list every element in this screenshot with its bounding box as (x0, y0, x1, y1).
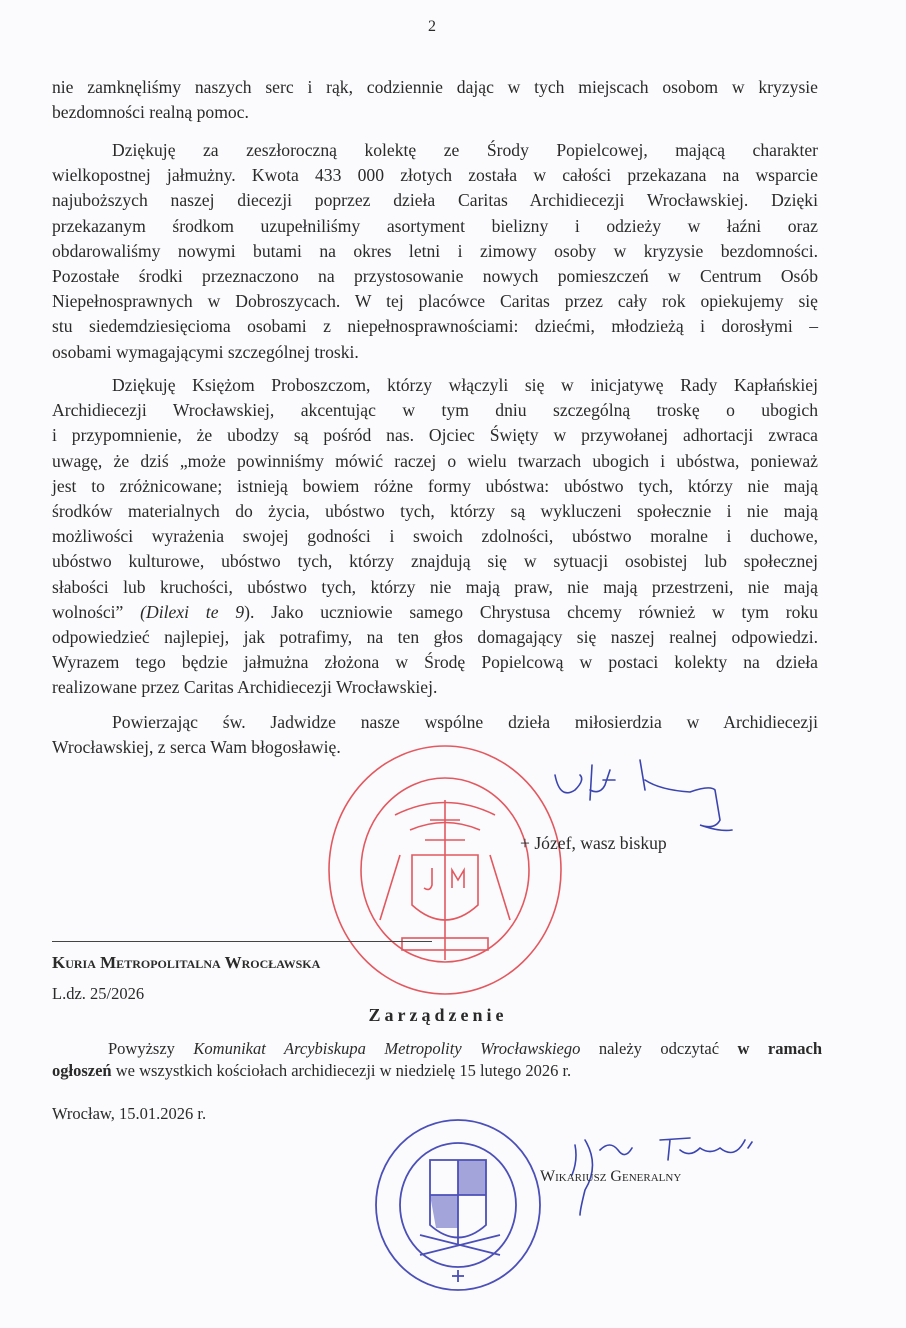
paragraph (52, 373, 818, 701)
text-line: najuboższych naszej diecezji poprzez dzieła Caritas Archidiecezji Wrocławskiej. Dzięki (52, 190, 818, 211)
place-date: Wrocław, 15.01.2026 r. (52, 1104, 207, 1123)
vicar-general-title: Wikariusz Generalny (540, 1168, 682, 1185)
order-document-title: Komunikat Arcybiskupa Metropolity Wrocławskiego (193, 1039, 581, 1058)
text-line: Wrocławskiej, z serca Wam błogosławię. (52, 737, 341, 758)
text-line: wielkopostnej jałmużny. Kwota 433 000 złotych została w całości przekazana na wsparcie (52, 165, 818, 186)
text-line: odpowiedzieć najlepiej, jak potrafimy, na ten głos domagający się naszej realnej odpowiedzi. (52, 627, 818, 648)
text-line: nie zamknęliśmy naszych serc i rąk, codziennie dając w tych miejscach osobom w kryzysie (52, 77, 818, 97)
text-line: uwagę, że dziś „może powinniśmy mówić raczej o wielu twarzach ubogich i ubóstwa, ponieważ (52, 450, 818, 471)
text-line: Powierzając św. Jadwidze nasze wspólne dzieła miłosierdzia w Archidiecezji (112, 712, 818, 732)
text-line: jest to zróżnicowane; istnieją bowiem różne formy ubóstwa: ubóstwo tych, którzy nie mają (52, 475, 818, 496)
text-line: Wyrazem tego będzie jałmużna złożona w Środę Popielcową w postaci kolekty na dzieła (52, 652, 818, 673)
paragraph (52, 138, 818, 365)
text-line: stu siedemdziesięcioma osobami z niepełnosprawnościami: dziećmi, młodzieżą i dorosłymi – (52, 316, 818, 337)
curia-name: Kuria Metropolitalna Wrocławska (52, 953, 321, 972)
text-line: słabości lub kruchości, ubóstwo tych, którzy nie mają praw, nie mają przestrzeni, nie mają (52, 576, 818, 597)
order-text-part: we wszystkich kościołach archidiecezji w niedzielę 15 lutego 2026 r. (111, 1061, 572, 1080)
text-line: Archidiecezji Wrocławskiej, akcentując w tym dniu szczególną troskę o ubogich (52, 400, 818, 421)
text-line: obdarowaliśmy nowymi butami na okres letni i zimowy osoby w kryzysie bezdomności. (52, 240, 818, 261)
order-emphasis: ogłoszeń (52, 1061, 112, 1080)
order-emphasis: w ramach (737, 1039, 822, 1058)
text-line: Dziękuję Księżom Proboszczom, którzy włączyli się w inicjatywę Rady Kapłańskiej (112, 375, 818, 395)
text-line: Pozostałe środki przeznaczono na przystosowanie nowych pomieszczeń w Centrum Osób (52, 266, 818, 287)
order-title: Zarządzenie (368, 1005, 508, 1025)
text-line: środków materialnych do życia, ubóstwo tych, którzy są wykluczeni społecznie i nie mają (52, 501, 818, 522)
text-line: bezdomności realną pomoc. (52, 102, 249, 123)
citation: (Dilexi te 9 (140, 601, 245, 622)
text-line: wolności” (Dilexi te 9). Jako uczniowie samego Chrystusa chcemy również w tym roku (52, 601, 818, 622)
text-line: przekazanym środkom uzupełniliśmy asortyment bielizny i odzieży w łaźni oraz (52, 215, 818, 236)
order-text-part: należy odczytać (580, 1039, 738, 1058)
text-line: Niepełnosprawnych w Dobroszycach. W tej placówce Caritas przez cały rok opiekujemy się (52, 291, 818, 312)
order-text (52, 1038, 822, 1082)
text-line: ubóstwo kulturowe, ubóstwo tych, którzy znajdują się w sytuacji osobistej lub społecznej (52, 551, 818, 572)
text-line: realizowane przez Caritas Archidiecezji Wrocławskiej. (52, 677, 438, 698)
text-line: Dziękuję za zeszłoroczną kolektę ze Środy Popielcowej, mającą charakter (112, 140, 818, 160)
divider-line (52, 941, 432, 942)
text-line: osobami wymagającymi szczególnej troski. (52, 341, 359, 362)
page-number: 2 (428, 18, 436, 35)
bishop-signoff: + Józef, wasz biskup (520, 833, 667, 853)
paragraph (52, 75, 818, 125)
paragraph (52, 710, 818, 760)
order-text-part: Powyższy (108, 1039, 194, 1058)
text-line: i przypomnienie, że ubodzy są pośród nas. Ojciec Święty w przywołanej adhortacji zwraca (52, 425, 818, 446)
reference-number: L.dz. 25/2026 (52, 984, 145, 1003)
text-line: możliwości wyrażenia swojej godności i swoich zdolności, ubóstwo moralne i duchowe, (52, 526, 818, 547)
